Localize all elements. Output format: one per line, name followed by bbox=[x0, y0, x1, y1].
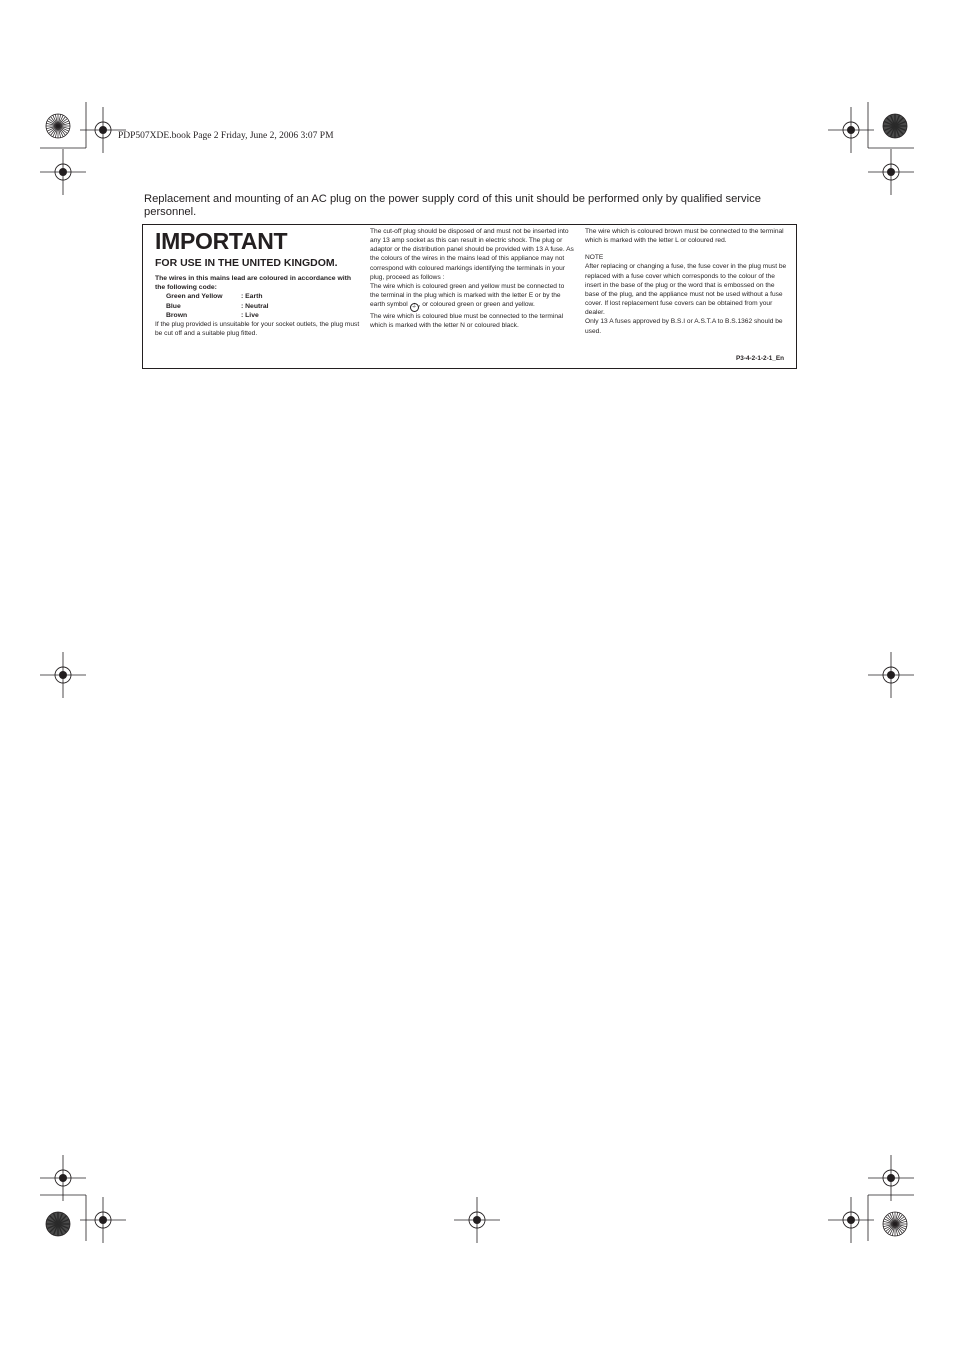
intro-text: Replacement and mounting of an AC plug on the power supply cord of this unit should be performed only by qualified service personnel. bbox=[144, 193, 761, 218]
notice-column-2 bbox=[370, 227, 575, 331]
earth-wire-text-b: , or coloured green or green and yellow. bbox=[418, 301, 535, 309]
wire-function: : Earth bbox=[241, 293, 263, 301]
wire-row bbox=[155, 311, 360, 320]
neutral-wire-text: The wire which is coloured blue must be connected to the terminal which is marked with the letter N or coloured black. bbox=[370, 313, 564, 330]
cut-off-plug-text: The cut-off plug should be disposed of and must not be inserted into any 13 amp socket as this can result in electric shock. The plug or adaptor or the distribution panel should be provided with 13 A fuse. As the colours of the wires in the mains lead of this appliance may not correspond with coloured markings identifying the terminals in your plug, proceed as follows : bbox=[370, 228, 574, 281]
notice-subtitle: FOR USE IN THE UNITED KINGDOM. bbox=[155, 257, 338, 269]
color-bar-sunburst-icon bbox=[883, 1212, 907, 1236]
wire-colour: Brown bbox=[166, 311, 188, 319]
color-bar-sunburst-icon bbox=[46, 1212, 70, 1236]
wires-intro: The wires in this mains lead are coloured in accordance with the following code: bbox=[155, 275, 352, 292]
document-code: P3-4-2-1-2-1_En bbox=[736, 355, 784, 362]
important-notice-box bbox=[142, 224, 797, 369]
wire-function: : Neutral bbox=[241, 302, 269, 310]
notice-title: IMPORTANT bbox=[155, 228, 288, 254]
notice-column-1 bbox=[155, 227, 360, 338]
wire-row bbox=[155, 302, 360, 311]
unsuitable-plug-text: If the plug provided is unsuitable for your socket outlets, the plug must be cut off and a suitable plug fitted. bbox=[155, 321, 360, 338]
color-bar-sunburst-icon bbox=[46, 114, 70, 138]
wire-colour: Blue bbox=[166, 302, 181, 310]
wire-colour: Green and Yellow bbox=[166, 293, 223, 301]
earth-wire-text-a: The wire which is coloured green and yellow must be connected to the terminal in the plug which is marked with the letter E or by the earth symbol bbox=[370, 282, 565, 309]
note-label: NOTE bbox=[585, 254, 604, 262]
color-bar-sunburst-icon bbox=[883, 114, 907, 138]
fuse-cover-text: After replacing or changing a fuse, the fuse cover in the plug must be replaced with a fuse cover which corresponds to the colour of the insert in the base of the plug or the word that is embossed on the base of the plug, and the appliance must not be used without a fuse cover. If lost replacement fuse covers can be obtained from your dealer. bbox=[585, 263, 787, 317]
notice-column-3 bbox=[585, 227, 790, 336]
book-header: PDP507XDE.book Page 2 Friday, June 2, 2006 3:07 PM bbox=[118, 131, 334, 141]
earth-symbol-icon: ⏚ bbox=[411, 304, 418, 311]
approved-fuse-text: Only 13 A fuses approved by B.S.I or A.S.T.A to B.S.1362 should be used. bbox=[585, 318, 783, 335]
wire-row bbox=[155, 292, 360, 301]
wire-function: : Live bbox=[241, 311, 259, 319]
live-wire-text: The wire which is coloured brown must be connected to the terminal which is marked with the letter L or coloured red. bbox=[585, 228, 784, 245]
earth-wire-text bbox=[370, 282, 575, 312]
